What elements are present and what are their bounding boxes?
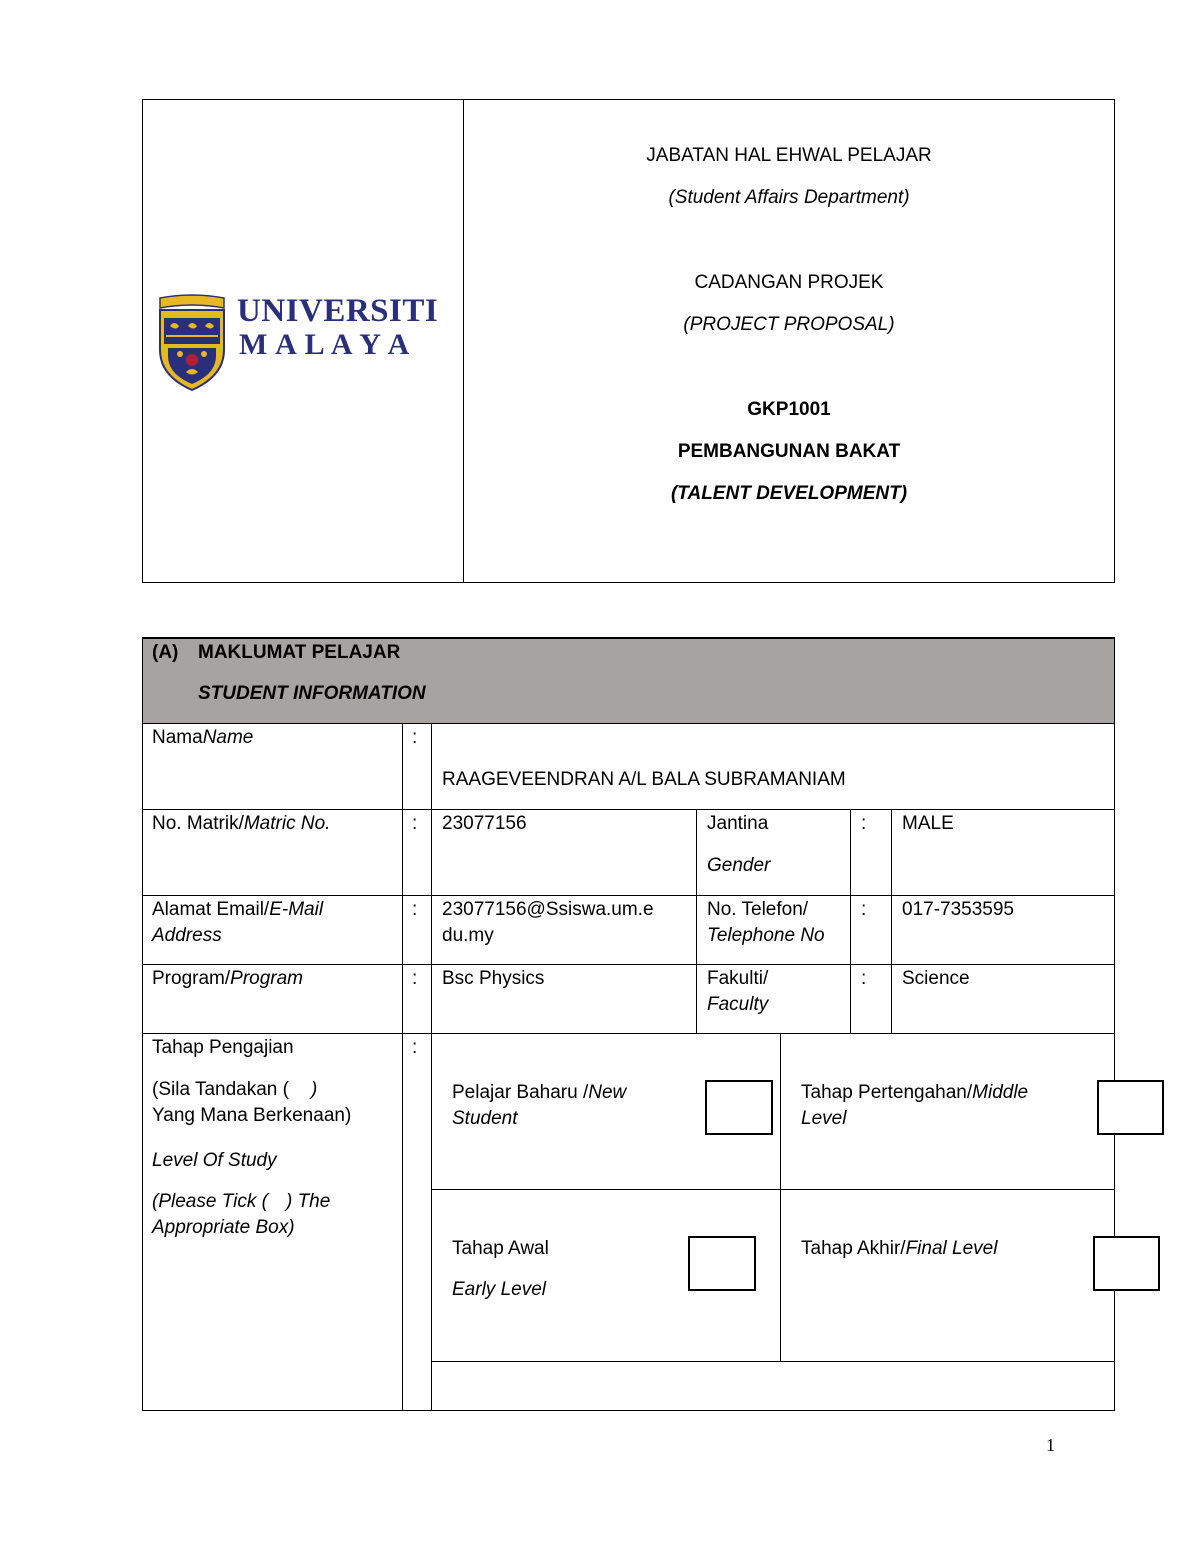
- level-bottom-line: [431, 1361, 1115, 1362]
- phone-label: No. Telefon/: [707, 899, 809, 920]
- program-colon: :: [412, 968, 418, 989]
- label2-colon2-divider: [850, 809, 851, 1034]
- level-label: Tahap Pengajian: [152, 1037, 294, 1058]
- middle-level-checkbox[interactable]: [1097, 1080, 1164, 1135]
- course-code: GKP1001: [747, 399, 831, 420]
- document-subtitle: (PROJECT PROPOSAL): [683, 314, 895, 335]
- logo-wordmark-line1: UNIVERSITI: [237, 293, 439, 329]
- department-title: JABATAN HAL EHWAL PELAJAR: [646, 145, 932, 166]
- header-border-top: [142, 99, 1115, 100]
- email-colon: :: [412, 899, 418, 920]
- option-new-student-label: Pelajar Baharu /New: [452, 1082, 627, 1103]
- row-line-1: [142, 723, 1115, 724]
- header-border-bottom: [142, 582, 1115, 583]
- name-value: RAAGEVEENDRAN A/L BALA SUBRAMANIAM: [442, 769, 846, 790]
- matric-value: 23077156: [442, 813, 527, 834]
- gender-label-en: Gender: [707, 855, 771, 876]
- option-new-student-label-line2: Student: [452, 1108, 518, 1129]
- phone-colon: :: [861, 899, 867, 920]
- level-instruction-en-line2: Appropriate Box): [152, 1217, 295, 1238]
- gender-label: Jantina: [707, 813, 769, 834]
- level-instruction-ms-line2: Yang Mana Berkenaan): [152, 1105, 352, 1126]
- table-border-right: [1114, 637, 1115, 1411]
- early-level-checkbox[interactable]: [688, 1236, 756, 1291]
- final-level-checkbox[interactable]: [1093, 1236, 1160, 1291]
- level-row-line: [431, 1189, 1115, 1190]
- row-line-2: [142, 809, 1115, 810]
- page-number: 1: [1046, 1435, 1055, 1455]
- email-value: 23077156@Ssiswa.um.e: [442, 899, 654, 920]
- colon2-value2-divider: [891, 809, 892, 1034]
- section-title: MAKLUMAT PELAJAR: [198, 642, 401, 663]
- value-label2-divider: [696, 809, 697, 1034]
- header-border-left: [142, 99, 143, 583]
- header-divider: [463, 99, 464, 583]
- faculty-colon: :: [861, 968, 867, 989]
- level-instruction-en: (Please Tick ( ) The: [152, 1191, 331, 1212]
- faculty-label: Fakulti/: [707, 968, 769, 989]
- level-label-en: Level Of Study: [152, 1150, 277, 1171]
- faculty-value: Science: [902, 968, 970, 989]
- table-border-left: [142, 637, 143, 1411]
- program-label: Program/Program: [152, 968, 303, 989]
- header-border-right: [1114, 99, 1115, 583]
- gender-value: MALE: [902, 813, 954, 834]
- table-border-top: [142, 637, 1115, 639]
- matric-colon: :: [412, 813, 418, 834]
- logo-wordmark-line2: M A L A Y A: [239, 328, 411, 361]
- option-early-label: Tahap Awal: [452, 1238, 549, 1259]
- program-value: Bsc Physics: [442, 968, 545, 989]
- level-colon: :: [412, 1037, 418, 1058]
- option-middle-label-line2: Level: [801, 1108, 847, 1129]
- document-title: CADANGAN PROJEK: [694, 272, 884, 293]
- option-middle-label: Tahap Pertengahan/Middle: [801, 1082, 1029, 1103]
- email-value-line2: du.my: [442, 925, 494, 946]
- course-title-en: (TALENT DEVELOPMENT): [670, 483, 908, 504]
- section-letter: (A): [152, 642, 179, 663]
- email-label: Alamat Email/E-Mail: [152, 899, 324, 920]
- section-subtitle: STUDENT INFORMATION: [198, 683, 426, 704]
- label-colon-divider: [402, 723, 403, 1411]
- department-subtitle: (Student Affairs Department): [668, 187, 910, 208]
- crest-icon: [156, 294, 228, 392]
- name-colon: :: [412, 727, 418, 748]
- row-line-5: [142, 1033, 1115, 1034]
- row-line-4: [142, 964, 1115, 965]
- level-options-divider: [780, 1033, 781, 1362]
- option-final-label: Tahap Akhir/Final Level: [801, 1238, 998, 1259]
- option-early-label-en: Early Level: [452, 1279, 546, 1300]
- table-border-bottom: [142, 1410, 1115, 1411]
- matric-label: No. Matrik/Matric No.: [152, 813, 331, 834]
- new-student-checkbox[interactable]: [705, 1080, 773, 1135]
- course-title: PEMBANGUNAN BAKAT: [677, 441, 901, 462]
- phone-value: 017-7353595: [902, 899, 1014, 920]
- phone-label-en: Telephone No: [707, 925, 825, 946]
- university-logo: [156, 294, 452, 394]
- level-instruction-ms: (Sila Tandakan ( ): [152, 1079, 318, 1100]
- colon-value-divider: [431, 723, 432, 1411]
- faculty-label-en: Faculty: [707, 994, 769, 1015]
- name-label: NamaName: [152, 727, 254, 748]
- row-line-3: [142, 895, 1115, 896]
- gender-colon: :: [861, 813, 867, 834]
- email-label-line2: Address: [152, 925, 222, 946]
